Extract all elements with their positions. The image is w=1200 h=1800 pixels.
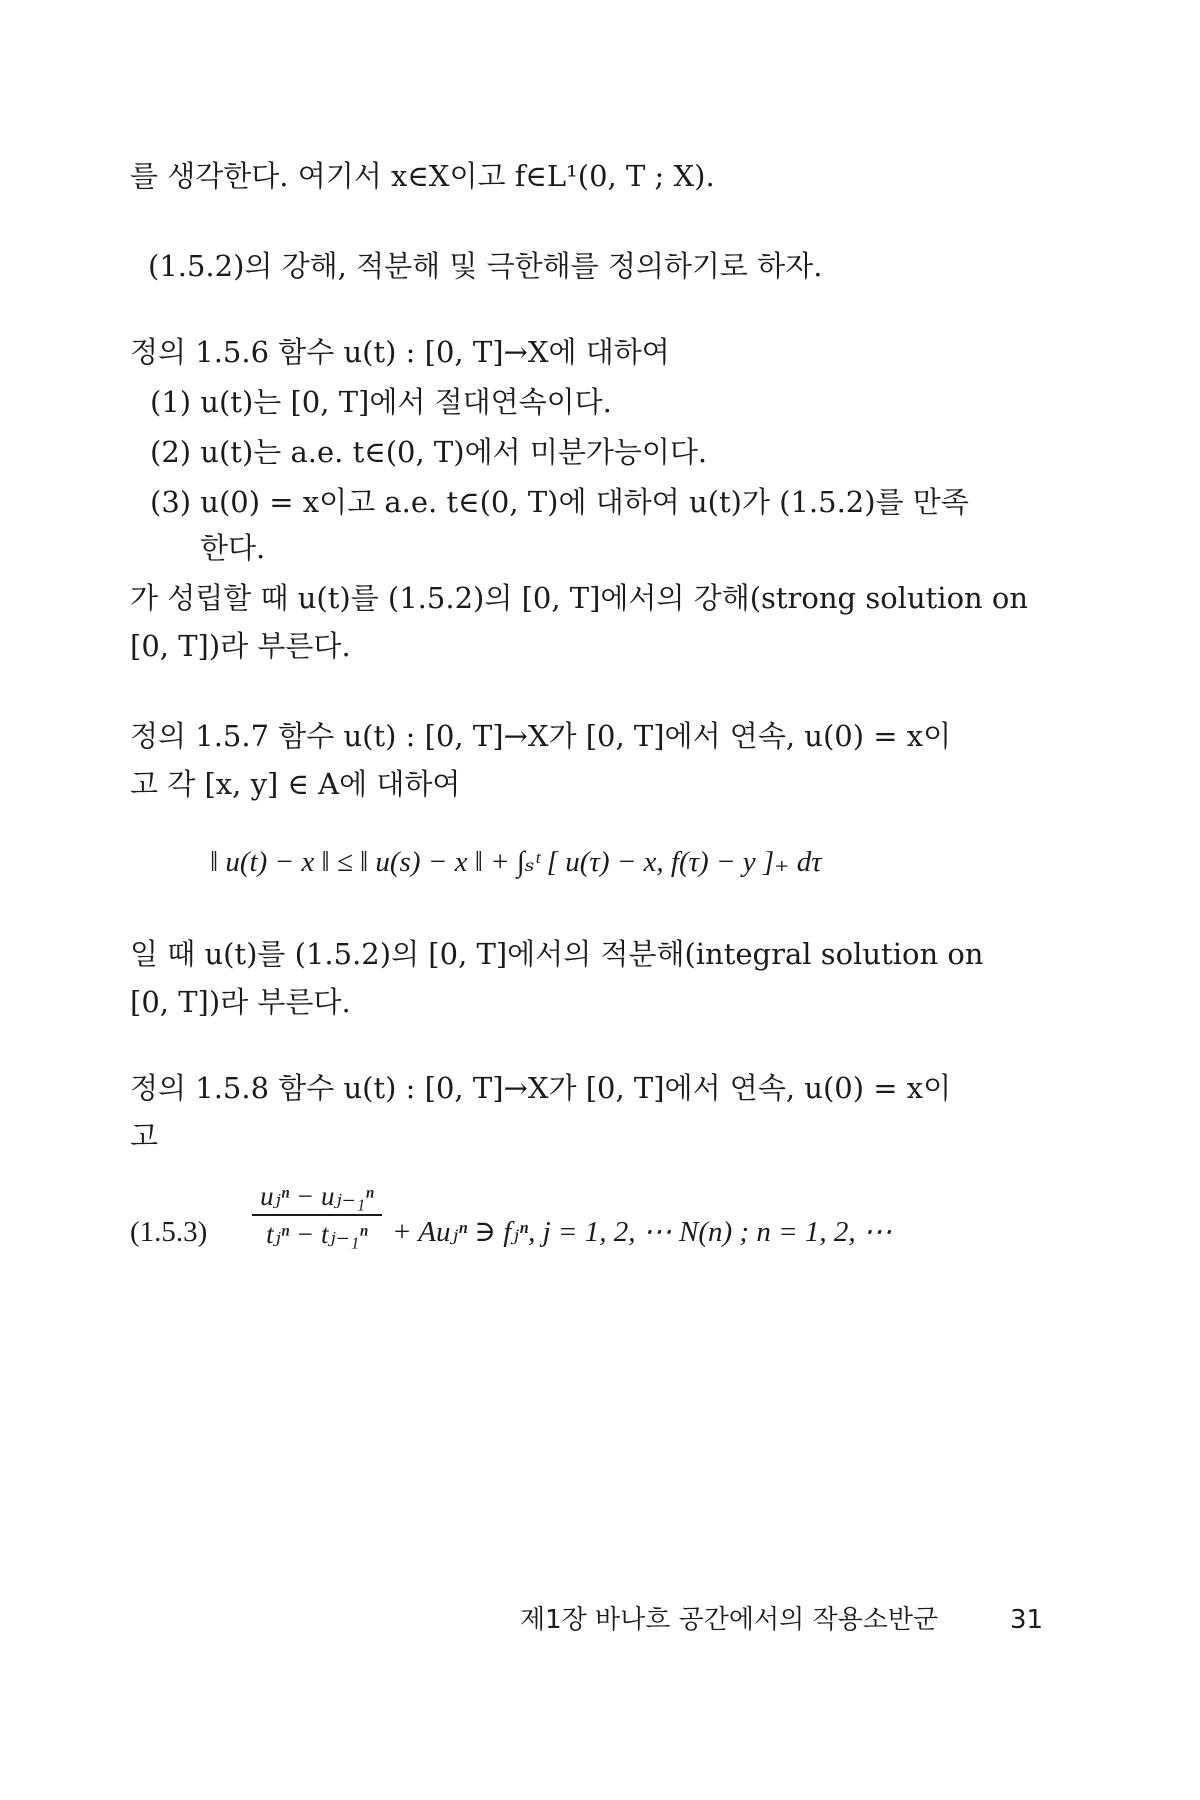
definition-1-5-8-heading: 정의 1.5.8 함수 u(t) : [0, T]→X가 [0, T]에서 연속, u(0) = x이 [130, 1071, 952, 1105]
integral-solution-sentence: 일 때 u(t)를 (1.5.2)의 [0, T]에서의 적분해(integral solution on [130, 937, 984, 971]
difference-quotient-fraction [252, 1180, 382, 1250]
definition-1-5-7-heading: 정의 1.5.7 함수 u(t) : [0, T]→X가 [0, T]에서 연속, u(0) = x이 [130, 719, 952, 753]
fraction-numerator: uⱼⁿ − uⱼ₋₁ⁿ [260, 1181, 374, 1211]
text-line-definition-intro: (1.5.2)의 강해, 적분해 및 극한해를 정의하기로 하자. [148, 249, 823, 283]
fraction-denominator: tⱼⁿ − tⱼ₋₁ⁿ [266, 1219, 368, 1249]
equation-label-1-5-3: (1.5.3) [130, 1216, 208, 1248]
footer-page-number: 31 [1010, 1605, 1044, 1635]
definition-1-5-8-continued: 고 [130, 1119, 159, 1153]
definition-1-5-7-continued: 고 각 [x, y] ∈ A에 대하여 [130, 767, 461, 801]
text-line-intro: 를 생각한다. 여기서 x∈X이고 f∈L¹(0, T ; X). [130, 159, 715, 193]
condition-3-continued: 한다. [200, 531, 266, 565]
footer-chapter-title: 제1장 바나흐 공간에서의 작용소반군 [520, 1605, 939, 1635]
integral-solution-sentence-continued: [0, T])라 부른다. [130, 985, 351, 1019]
strong-solution-sentence-continued: [0, T])라 부른다. [130, 629, 351, 663]
definition-1-5-6-heading: 정의 1.5.6 함수 u(t) : [0, T]→X에 대하여 [130, 335, 670, 369]
condition-2: (2) u(t)는 a.e. t∈(0, T)에서 미분가능이다. [150, 435, 708, 469]
strong-solution-sentence: 가 성립할 때 u(t)를 (1.5.2)의 [0, T]에서의 강해(strong solution on [130, 581, 1029, 615]
condition-1: (1) u(t)는 [0, T]에서 절대연속이다. [150, 385, 612, 419]
equation-1-5-3-rest: + Auⱼⁿ ∋ fⱼⁿ, j = 1, 2, ⋯ N(n) ; n = 1, 2, ⋯ [392, 1216, 892, 1248]
fraction-bar [252, 1214, 382, 1216]
integral-inequality: ‖ u(t) − x ‖ ≤ ‖ u(s) − x ‖ + ∫ₛᵗ [ u(τ) − x, f(τ) − y ]₊ dτ [210, 846, 822, 878]
condition-3: (3) u(0) = x이고 a.e. t∈(0, T)에 대하여 u(t)가 (1.5.2)를 만족 [150, 485, 969, 519]
